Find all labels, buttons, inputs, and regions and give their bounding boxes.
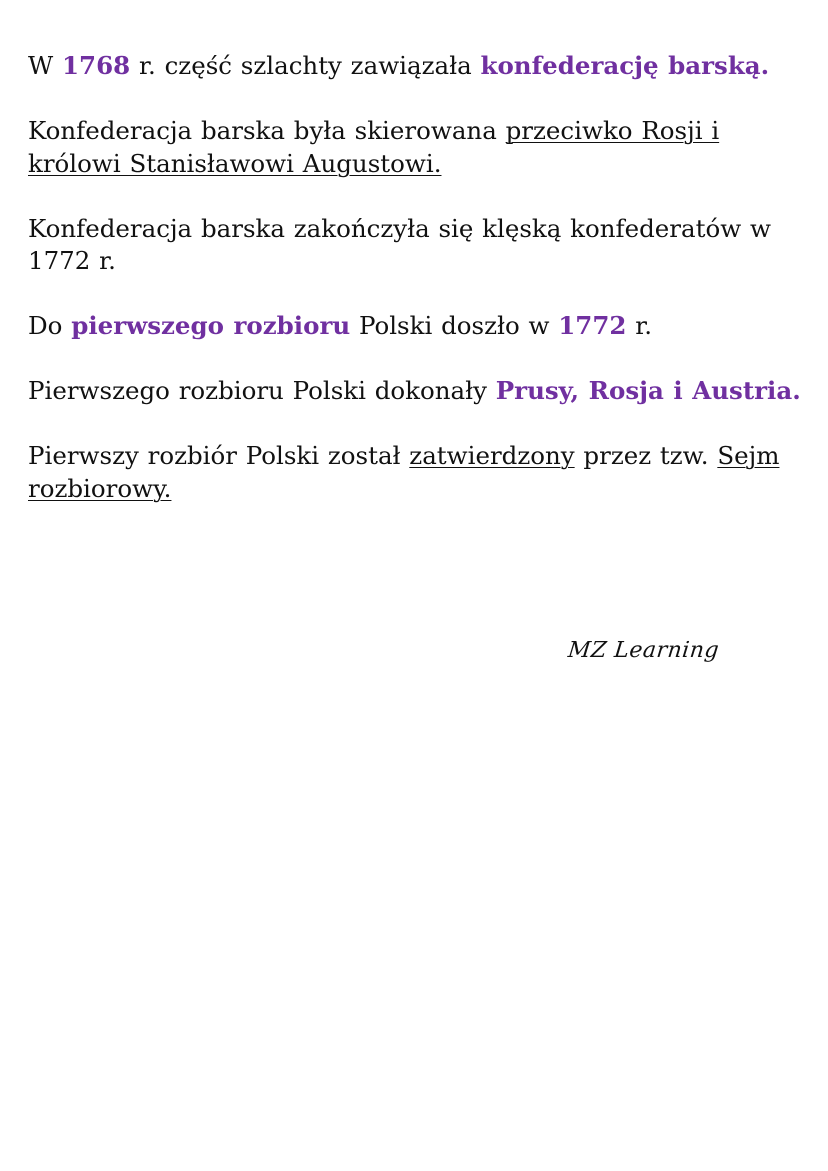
- text-span: Polski doszło w: [350, 311, 559, 340]
- paragraph-bar-confederation: [28, 50, 808, 83]
- text-span: Konfederacja barska zakończyła się klęską konfederatów w 1772 r.: [28, 213, 771, 275]
- document-body: [28, 50, 808, 538]
- underlined-text: zatwierdzony: [409, 441, 575, 470]
- paragraph-partition-sejm: [28, 440, 808, 505]
- underlined-text: Sejm rozbiorowy.: [28, 441, 780, 503]
- text-span: Pierwszy rozbiór Polski został: [28, 441, 410, 470]
- signature-logo: MZ Learning: [566, 638, 721, 663]
- text-span: r.: [626, 311, 653, 340]
- text-span: Konfederacja barska była skierowana: [28, 116, 506, 145]
- text-span: Do: [28, 311, 72, 340]
- underlined-text: przeciwko Rosji i królowi Stanisławowi Augustowi.: [28, 116, 720, 178]
- text-span: przez tzw.: [574, 441, 718, 470]
- highlight-year: 1772: [558, 311, 627, 340]
- text-span: r. część szlachty zawiązała: [130, 51, 481, 80]
- paragraph-confederation-defeat: [28, 213, 808, 278]
- text-span: W: [28, 51, 62, 80]
- highlight-term: pierwszego rozbioru: [71, 311, 351, 340]
- highlight-term: konfederację barską.: [480, 51, 770, 80]
- highlight-year: 1768: [61, 51, 131, 80]
- text-span: Pierwszego rozbioru Polski dokonały: [28, 376, 496, 405]
- paragraph-first-partition: [28, 310, 808, 343]
- highlight-countries: Prusy, Rosja i Austria.: [495, 376, 801, 405]
- paragraph-confederation-target: [28, 115, 808, 180]
- paragraph-partition-powers: [28, 375, 808, 408]
